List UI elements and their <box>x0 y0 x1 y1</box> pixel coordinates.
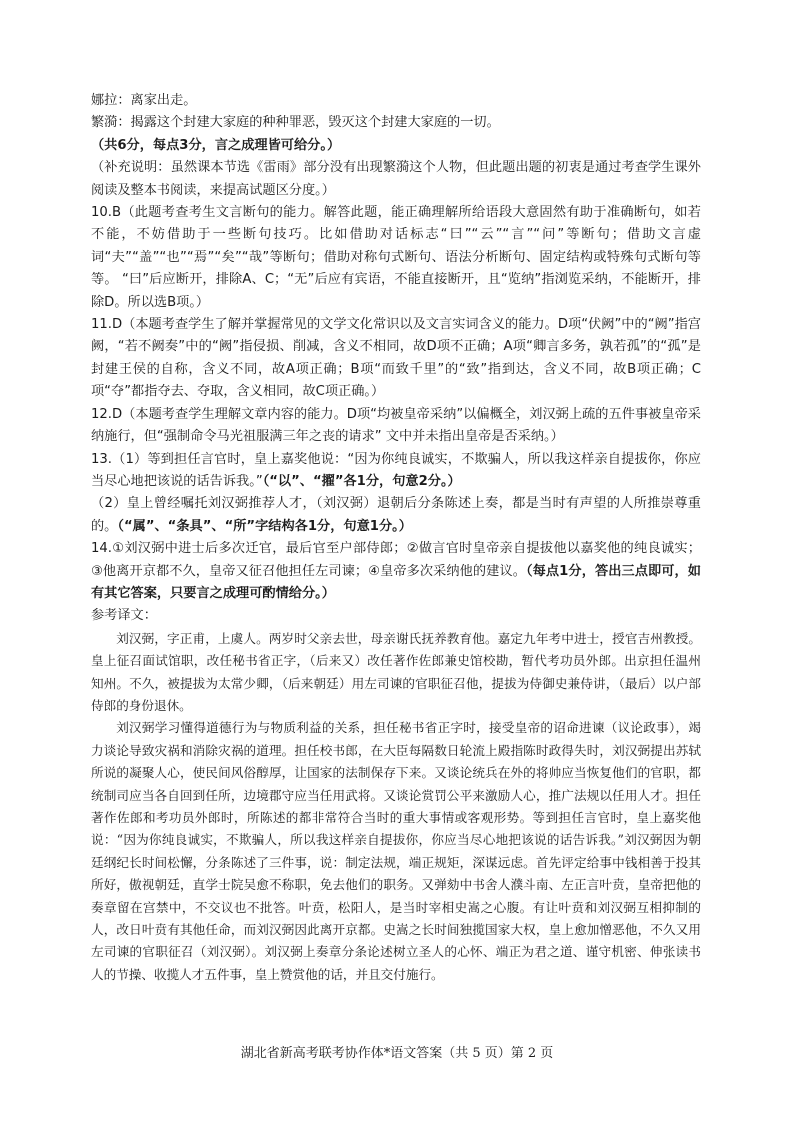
score-note: （共6分，每点3分，言之成理皆可给分。） <box>91 137 341 153</box>
translation-body <box>91 628 701 987</box>
answer-fanyi: 繁漪：揭露这个封建大家庭的种种罪恶，毁灭这个封建大家庭的一切。 <box>91 115 500 131</box>
page-footer: 湖北省新高考联考协作体*语文答案（共 5 页）第 2 页 <box>240 1046 554 1061</box>
answer-q11: 11.D（本题考查学生了解并掌握常见的文学文化常识以及文言实词含义的能力。D项“伏阙”中的“阙”指宫阙，“若不阙奏”中的“阙”指侵损、削减，含义不相同，故D项不正确；A项“卿言多务，孰若孤”的“孤”是封建王侯的自称，含义不同，故A项正确；B项“而致千里”的“致”指到达，含义不同，故B项正确；C项“夺”都指夺去、夺取，含义相同，故C项正确。） <box>91 317 701 400</box>
answer-q13-1-text: 13.（1）等到担任言官时，皇上嘉奖他说：“因为你纯良诚实，不欺骗人，所以我这样亲自提拔你，你应当尽心地把该说的话告诉我。” <box>91 451 701 489</box>
answer-q13-1-score: （“以”、“擢”各1分，句意2分。） <box>262 473 461 489</box>
answer-q13-2-score: （“属”、“条具”、“所”字结构各1分，句意1分。） <box>117 518 412 534</box>
answer-q14-score: （每点1分，答出三点即可，如有其它答案，只要言之成理可酌情给分。） <box>91 563 701 601</box>
translation-title: 参考译文： <box>91 608 157 624</box>
translation-paragraph: 刘汉弼，字正甫，上虞人。两岁时父亲去世，母亲谢氏抚养教育他。嘉定九年考中进士，授官吉州教授。皇上征召面试馆职，改任秘书省正字，（后来又）改任著作佐郎兼史馆校勘，暂代考功员外郎。出京担任温州知州。不久，被提拔为太常少卿，（后来朝廷）用左司谏的官职征召他，提拔为侍御史兼侍讲，（最后）以户部侍郎的身份退休。 <box>91 630 701 713</box>
answer-q14-text: 14.①刘汉弼中进士后多次迁官，最后官至户部侍郎；②做言官时皇帝亲自提拔他以嘉奖他的纯良诚实；③他离开京都不久，皇帝又征召他担任左司谏；④皇帝多次采纳他的建议。 <box>91 541 701 579</box>
answer-q14 <box>91 538 701 605</box>
answer-q13-2 <box>91 493 701 538</box>
translation-paragraph: 刘汉弼学习懂得道德行为与物质利益的关系，担任秘书省正字时，接受皇帝的诏命进谏（议论政事），竭力谈论导致灾祸和消除灾祸的道理。担任校书郎，在大臣每隔数日轮流上殿指陈时政得失时，刘汉弼提出苏轼所说的凝聚人心，使民间风俗醇厚，让国家的法制保存下来。又谈论统兵在外的将帅应当恢复他们的官职，都统制司应当各自回到任所，边境郡守应当任用武将。又谈论赏罚公平来激励人心，推广法规以任用人才。担任著作佐郎和考功员外郎时，所陈述的都非常符合当时的重大事情或客观形势。等到担任言官时，皇上嘉奖他说：“因为你纯良诚实，不欺骗人，所以我这样亲自提拔你，你应当尽心地把该说的话告诉我。”刘汉弼因为朝廷纲纪长时间松懈，分条陈述了三件事，说：制定法规，端正规矩，深谋远虑。首先评定给事中钱相善于投其所好，傲视朝廷，直学士院吴愈不称职，免去他们的职务。又弹劾中书舍人濮斗南、左正言叶贲，皇帝把他的奏章留在宫禁中，不交议也不批答。叶贲，松阳人，是当时宰相史嵩之心腹。有让叶贲和刘汉弼互相抑制的人，改日叶贲有其他任命，而刘汉弼因此离开京都。史嵩之长时间独揽国家大权，皇上愈加憎恶他，不久又用左司谏的官职征召（刘汉弼）。刘汉弼上奏章分条论述树立圣人的心怀、端正为君之道、谨守机密、伸张读书人的节操、收揽人才五件事，皇上赞赏他的话，并且交付施行。 <box>91 720 701 982</box>
answer-q13-2-text: （2）皇上曾经嘱托刘汉弼推荐人才，（刘汉弼）退朝后分条陈述上奏，都是当时有声望的人所推崇尊重的。 <box>91 496 701 534</box>
answer-content <box>91 90 701 986</box>
answer-q13-1 <box>91 449 701 494</box>
answer-q10: 10.B（此题考查考生文言断句的能力。解答此题，能正确理解所给语段大意固然有助于准确断句，如若不能，不妨借助于一些断句技巧。比如借助对话标志“曰”“云”“言”“问”等断句；借助文言虚词“夫”“盖”“也”“焉”“矣”“哉”等断句；借助对称句式断句、语法分析断句、固定结构或特殊句式断句等等。 “曰”后应断开，排除A、C；“无”后应有宾语，不能直接断开，且“览纳”指浏览采纳，不能断开，排除D。所以选B项。） <box>91 205 701 310</box>
answer-q12: 12.D（本题考查学生理解文章内容的能力。D项“均被皇帝采纳”以偏概全，刘汉弼上疏的五件事被皇帝采纳施行，但“强制命令马光祖服满三年之丧的请求” 文中并未指出皇帝是否采纳。） <box>91 406 701 445</box>
answer-nora: 娜拉：离家出走。 <box>91 93 197 108</box>
supplement-note: （补充说明：虽然课本节选《雷雨》部分没有出现繁漪这个人物，但此题出题的初衷是通过考查学生课外阅读及整本书阅读，来提高试题区分度。） <box>91 160 701 198</box>
